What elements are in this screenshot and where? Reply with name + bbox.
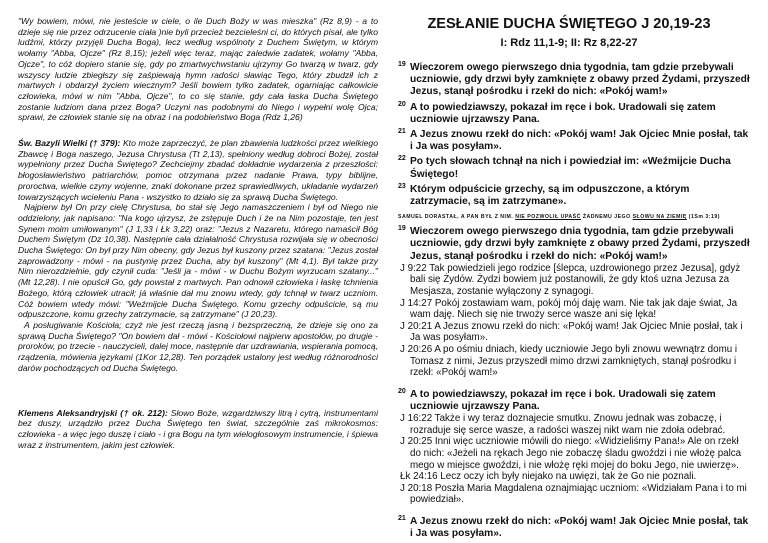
- study-verse-21: [386, 516, 752, 540]
- verse-number: 20: [398, 100, 406, 108]
- author-basil: Św. Bazyli Wielki († 379):: [18, 138, 121, 149]
- verse-number: 22: [398, 155, 406, 163]
- verse-21: [386, 129, 752, 153]
- verse-20: [386, 102, 752, 126]
- verse-text: A Jezus znowu rzekł do nich: «Pokój wam! Jak Ojciec Mnie posłał, tak i Ja was posyłam».: [410, 515, 749, 540]
- verse-number: 21: [398, 514, 406, 522]
- verse-text: Wieczorem owego pierwszego dnia tygodnia, tam gdzie przebywali uczniowie, gdy drzwi były zamknięte z obawy przed Żydami, przyszedł Jezus, stanął pośrodku i rzekł do nich: «Pokój wam!»: [410, 226, 750, 262]
- caption-reference: (1Sm 3:19): [686, 214, 721, 221]
- verse-text: A to powiedziawszy, pokazał im ręce i bok. Uradowali się zatem uczniowie ujrzawszy Pana.: [410, 388, 716, 412]
- author-clement: Klemens Aleksandryjski († ok. 212):: [18, 407, 168, 418]
- verse-22: [386, 156, 752, 180]
- verse-text: A to powiedziawszy, pokazał im ręce i bok. Uradowali się zatem uczniowie ujrzawszy Pana.: [410, 101, 716, 125]
- verse-number: 21: [398, 128, 406, 136]
- readings-reference: I: Rdz 11,1-9; II: Rz 8,22-27: [500, 37, 638, 49]
- commentary-paragraph-3: Najpierw był On przy cielę Chrystusa, bo stał się Jego namaszczeniem i był od Niego nie oddzielony, jak napisano: "Na kogo ujrzysz, że zstępuje Duch i że na Nim pozostaje, ten jest Synem moim umiłowanym" (J 1,33 i Łk 3,22) oraz: "Jezus z Nazaretu, którego namaścił Bóg Duchem Świętym (Dz 10,38). Następnie cała działalność Chrystusa rozwijała się w obecności Ducha Świętego: On był przy Nim obecny, gdy Jezus był kuszony przez szatana: "Jezus został zaprowadzony - mówi - na pustynię przez Ducha, aby był kuszony" (Mt 4,1). Był także przy Nim nierozdzielnie, gdy czynił cuda: "Jeśli ja - mówi - w Duchu Bożym wyrzucam szatany..." (Mt 12,28). I nie opuścił Go, gdy powstał z martwych. Pan odnowił człowieka i łaskę tchnienia Bożego, którą człowiek utracił; já właśnie dał mu znowu wtedy, gdy tchnął w twarz uczniom. Cóż bowiem wtedy mówi: "Weźmijcie Ducha Świętego. Komu grzechy odpuścicie, są mu odpuszczone, komu grzechy zatrzymacie, są zatrzymane" (J 20,23).: [18, 202, 378, 320]
- cross-reference: Łk 24:16 Lecz oczy ich były niejako na uwięzi, tak że Go nie poznali.: [400, 471, 697, 483]
- verse-text: Po tych słowach tchnął na nich i powiedział im: «Weźmijcie Ducha Świętego!: [410, 156, 731, 180]
- cross-reference: J 9:22 Tak powiedzieli jego rodzice [ślepca, uzdrowionego przez Jezusa], gdyż bali się Żydów. Żydzi bowiem już postanowili, że gdy ktoś uzna Jezusa za Mesjasza, zostanie wyłączony z synagogi.: [400, 262, 741, 298]
- commentary-paragraph-4: A posługiwanie Kościoła; czyż nie jest rzeczą jasną i bezsprzeczną, że dzieje się ono za sprawą Ducha Świętego? "On bowiem dał - mówi - Kościołowi najpierw apostołów, po drugie - proroków, po trzecie - nauczycieli, dalej moce, następnie dar uzdrawiania, wspierania pomocą, rządzenia, mówienia językami (1Kor 12,28). Ten porządek ustalony jest według różnorodności darów pochodzących od Ducha Świętego.: [18, 319, 378, 373]
- verse-text: A Jezus znowu rzekł do nich: «Pokój wam! Jak Ojciec Mnie posłał, tak i Ja was posyłam».: [410, 129, 749, 153]
- verse-number: 20: [398, 387, 406, 395]
- verse-number: 19: [398, 225, 406, 233]
- verse-number: 19: [398, 61, 406, 68]
- caption-part: SAMUEL DORASTAŁ, A PAN BYŁ Z NIM.: [398, 214, 516, 221]
- verse-number: 23: [398, 182, 406, 190]
- caption-part: ŻADNEMU JEGO: [580, 214, 633, 221]
- verse-text: Którym odpuścicie grzechy, są im odpuszczone, a którym zatrzymacie, są im zatrzymane».: [410, 183, 690, 208]
- verse-text: Wieczorem owego pierwszego dnia tygodnia, tam gdzie przebywali uczniowie, gdy drzwi były zamknięte z obawy przed Żydami, przyszedł Jezus, stanął pośrodku i rzekł do nich: «Pokój wam!»: [410, 62, 750, 98]
- cross-reference: J 20:18 Poszła Maria Magdalena oznajmiając uczniom: «Widziałam Pana i to mi powiedział».: [400, 482, 747, 506]
- cross-reference: J 14:27 Pokój zostawiam wam, pokój mój daję wam. Nie tak jak daje świat, Ja wam daję. Niech się nie trwoży serce wasze ani się lęka!: [400, 297, 738, 321]
- caption-underlined: NIE POZWOLIŁ UPAŚĆ: [515, 214, 581, 221]
- cross-reference: J 20:25 Inni więc uczniowie mówili do niego: «Widzieliśmy Pana!» Ale on rzekł do nich: «Jeżeli na rękach Jego nie zobaczę śladu gwoździ i nie włożę palca mego w miejsce gwoździ, i nie włożę ręki mojej do boku Jego, nie uwierzę».: [400, 436, 742, 471]
- samuel-caption: [398, 214, 752, 220]
- commentary-paragraph-1: "Wy bowiem, mówi, nie jesteście w ciele, o ile Duch Boży w was mieszka" (Rz 8,9) - a to dzieje się nie przez odrzucenie ciała )nie byli przecież bezcieleśni ci, do których pisał, ale tylko ludźmi, którzy przyjęli Ducha Boga), lecz według wspólnoty z Duchem Świętym, w którym wołamy "Abba, Ojcze" (Rz 8,15); jeżeli więc teraz, mając zaledwie zadatek, wołamy "Abba, Ojcze", to cóż dopiero stanie się, gdy po zmartwychwstaniu ujrzymy Go twarzą w twarz, gdy wszyscy ludzie zbiegłszy się zaśpiewają hymn radości sławiąc Tego, który zbudził ich z martwych i obdarzył życiem wiecznym? Jeśli bowiem tylko zadatek, ogarniając całkowicie człowieka, mówi w nim "Abba, Ojcze", to co się stanie, gdy cała łaska Ducha Świętego zostanie ludziom dana przez Boga? Uczyni nas podobnymi do Niego i wypełni wolę Ojca; sprawi, że człowiek stanie się na obraz i na podobieństwo Boga (Rdz 1,26): [18, 16, 378, 123]
- cross-reference: J 20:21 A Jezus znowu rzekł do nich: «Pokój wam! Jak Ojciec Mnie posłał, tak i Ja was posyłam».: [400, 320, 743, 344]
- gospel-column: [386, 6, 752, 540]
- commentary-paragraph-2: [18, 138, 378, 202]
- commentary-text-clement: Słowo Boże, wzgardziwszy litrą i cytrą, instrumentami bez duszy, urządziło przez Ducha Świętego ten świat, szczególnie zaś mikrokosmos: człowieka - a więc jego duszę i ciało - i gra Bogu na tym wielogłosowym instrumencie, i śpiewa wraz z instrumentem, jakim jest człowiek.: [18, 407, 378, 450]
- cross-reference: J 16:22 Także i wy teraz doznajecie smutku. Znowu jednak was zobaczę, i rozraduje się serce wasze, a radości waszej nikt wam nie zdoła odebrać.: [400, 413, 726, 436]
- study-verse-19: [386, 226, 752, 263]
- commentary-column: [18, 16, 378, 450]
- verse-19: [386, 62, 752, 99]
- caption-underlined: SŁOWU NA ZIEMIĘ: [632, 214, 687, 221]
- commentary-text-basil: Kto może zaprzeczyć, że plan zbawienia ludzkości przez wielkiego Zbawcę i Boga naszego, Jezusa Chrystusa (Tt 2,13), spełniony według dobroci Bożej, został wypełniony przez Ducha Świętego? Zechciejmy zbadać dokładnie wydarzenia z przeszłości: błogosławieństwo patriarchów, pomoc otrzymana przez nadanie Prawa, typy biblijne, proroctwa, wielkie czyny wojenne, znaki dokonane przez sprawiedliwych, układanie wydarzeń towarzyszących wcieleniu Pana - wszystko to działo się za sprawą Ducha Świętego.: [18, 138, 378, 202]
- commentary-paragraph-5: [18, 408, 378, 451]
- page-title: ZESŁANIE DUCHA ŚWIĘTEGO J 20,19-23: [427, 16, 711, 32]
- study-verse-20: [386, 389, 752, 413]
- verse-23: [386, 184, 752, 208]
- cross-reference: J 20:26 A po ośmiu dniach, kiedy uczniowie Jego byli znowu wewnątrz domu i Tomasz z nimi, Jezus przyszedł mimo drzwi zamkniętych, stanął pośrodku i rzekł: «Pokój wam!»: [400, 344, 738, 379]
